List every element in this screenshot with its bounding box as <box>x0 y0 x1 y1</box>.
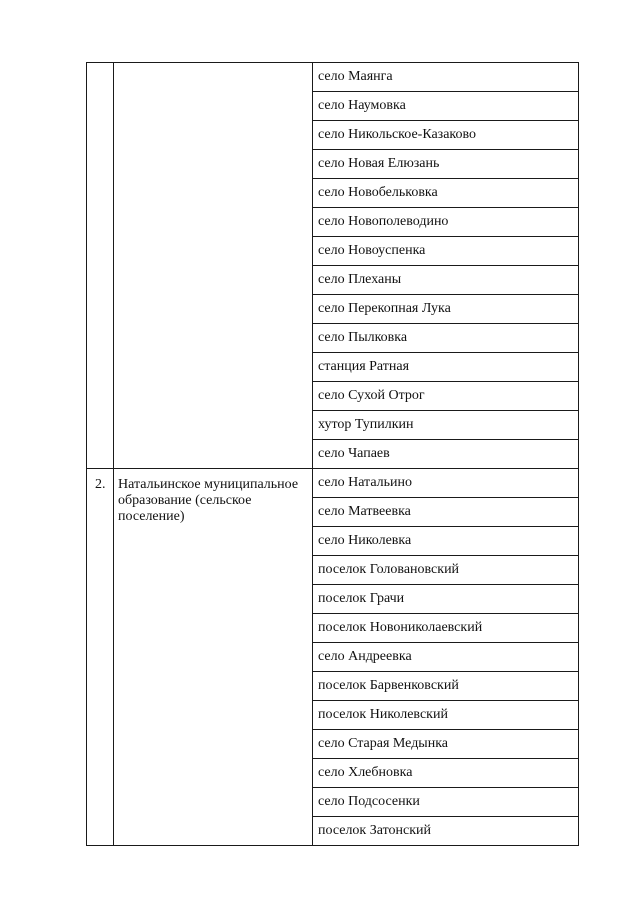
municipality-name-cell: Натальинское муниципальное образование (сельское поселение) <box>114 469 313 846</box>
settlement-cell: село Сухой Отрог <box>313 382 579 411</box>
row-number-cell <box>87 63 114 469</box>
settlement-cell: село Андреевка <box>313 643 579 672</box>
settlement-cell: поселок Грачи <box>313 585 579 614</box>
settlement-cell: село Новополеводино <box>313 208 579 237</box>
settlement-cell: поселок Новониколаевский <box>313 614 579 643</box>
row-number-cell: 2. <box>87 469 114 846</box>
settlement-cell: село Матвеевка <box>313 498 579 527</box>
settlement-cell: село Николевка <box>313 527 579 556</box>
settlement-cell: село Плеханы <box>313 266 579 295</box>
settlement-cell: село Чапаев <box>313 440 579 469</box>
settlement-cell: хутор Тупилкин <box>313 411 579 440</box>
settlement-cell: село Никольское-Казаково <box>313 121 579 150</box>
settlement-cell: поселок Николевский <box>313 701 579 730</box>
settlement-cell: село Хлебновка <box>313 759 579 788</box>
settlement-cell: поселок Головановский <box>313 556 579 585</box>
settlement-cell: село Маянга <box>313 63 579 92</box>
settlement-cell: село Новая Елюзань <box>313 150 579 179</box>
settlement-cell: село Новобельковка <box>313 179 579 208</box>
settlement-cell: село Пылковка <box>313 324 579 353</box>
settlement-cell: село Подсосенки <box>313 788 579 817</box>
table-row <box>87 469 579 498</box>
settlements-table-body <box>87 63 579 846</box>
municipality-name-cell <box>114 63 313 469</box>
settlement-cell: поселок Затонский <box>313 817 579 846</box>
settlements-table <box>86 62 579 846</box>
settlement-cell: поселок Барвенковский <box>313 672 579 701</box>
settlement-cell: село Новоуспенка <box>313 237 579 266</box>
settlement-cell: село Наумовка <box>313 92 579 121</box>
settlement-cell: станция Ратная <box>313 353 579 382</box>
settlement-cell: село Старая Медынка <box>313 730 579 759</box>
settlement-cell: село Натальино <box>313 469 579 498</box>
settlement-cell: село Перекопная Лука <box>313 295 579 324</box>
table-row <box>87 63 579 92</box>
